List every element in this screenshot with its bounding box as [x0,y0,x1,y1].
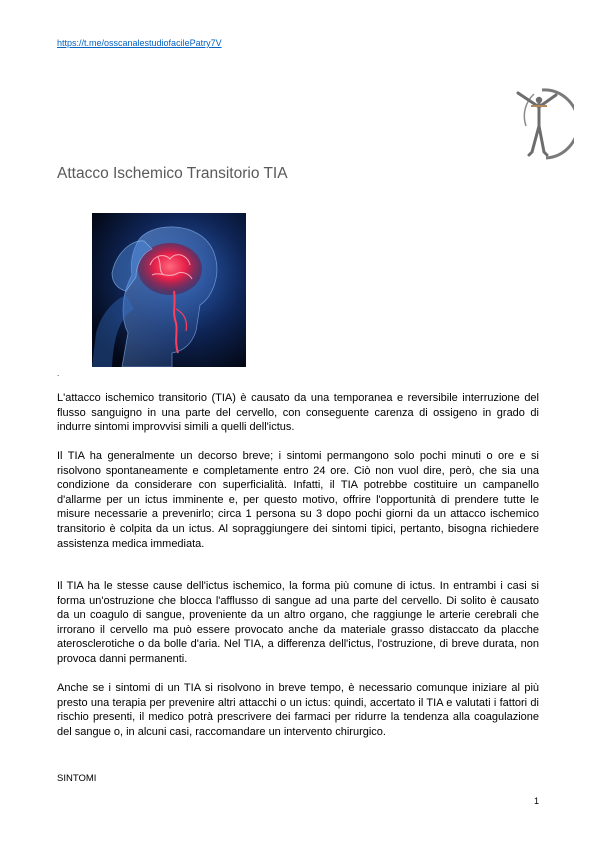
paragraph-therapy: Anche se i sintomi di un TIA si risolvono in breve tempo, è necessario comunque iniziare al più presto una terapia per prevenire altri attacchi o un ictus: quindi, accertato il TIA e valutati i fattori di rischio presenti, il medico potrà prescrivere dei farmaci per ridurre la tendenza alla coagulazione del sangue o, in alcuni casi, raccomandare un intervento chirurgico. [57,682,539,738]
stray-dot: . [57,369,60,378]
page-number: 1 [534,796,540,806]
paragraph-intro: L'attacco ischemico transitorio (TIA) è causato da una temporanea e reversibile interruzione del flusso sanguigno in una parte del cervello, con conseguente carenza di ossigeno in grado di indurre sintomi improvvisi simili a quelli dell'ictus. [57,392,539,434]
telegram-link[interactable]: https://t.me/osscanalestudiofacilePatry7V [57,38,222,48]
document-title: Attacco Ischemico Transitorio TIA [57,165,288,182]
section-heading-sintomi: SINTOMI [57,773,97,784]
paragraph-course: Il TIA ha generalmente un decorso breve; i sintomi permangono solo pochi minuti o ore e si risolvono spontaneamente e completamente entro 24 ore. Ciò non vuol dire, però, che sia una condizione da considerare con superficialità. Infatti, il TIA potrebbe costituire un campanello d'allarme per un ictus imminente e, per questo motivo, offrire l'opportunità di prendere tutte le misure necessarie a prevenirlo; circa 1 persona su 3 dopo pochi giorni da un attacco ischemico transitorio è colpita da un ictus. Al sopraggiungere dei sintomi tipici, pertanto, bisogna richiedere assistenza medica immediata. [57,450,539,550]
brain-image [92,213,246,367]
logo-icon [512,86,574,162]
paragraph-causes: Il TIA ha le stesse cause dell'ictus ischemico, la forma più comune di ictus. In entrambi i casi si forma un'ostruzione che blocca l'afflusso di sangue ad una parte del cervello. Di solito è causato da un coagulo di sangue, proveniente da un altro organo, che raggiunge le arterie cerebrali che irrorano il cervello ma può essere provocato anche da materiale grasso distaccato da placche aterosclerotiche o da bolle d'aria. Nel TIA, a differenza dell'ictus, l'ostruzione, di breve durata, non provoca danni permanenti. [57,580,539,665]
